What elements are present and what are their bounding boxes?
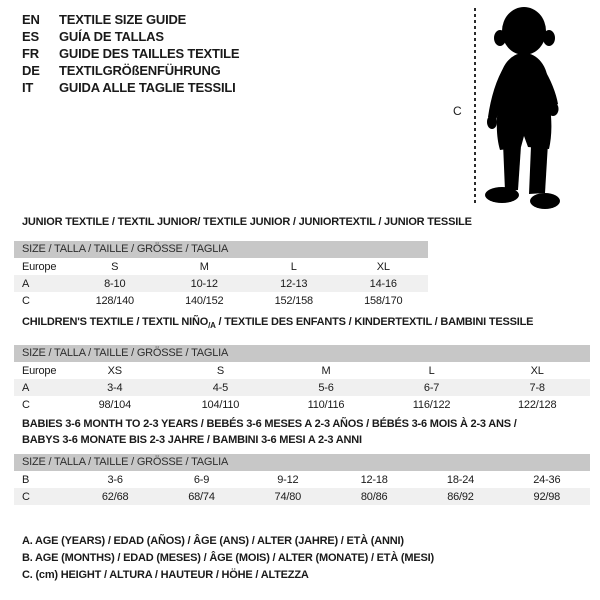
language-code: FR bbox=[22, 46, 39, 61]
size-cell: 5-6 bbox=[273, 379, 379, 396]
language-code: DE bbox=[22, 63, 40, 78]
size-cell: 92/98 bbox=[504, 488, 590, 505]
size-cell: 18-24 bbox=[446, 473, 475, 486]
language-title: GUIDE DES TAILLES TEXTILE bbox=[59, 46, 240, 61]
row-label: A bbox=[14, 379, 62, 396]
language-title: TEXTILE SIZE GUIDE bbox=[59, 12, 187, 27]
language-row-fr bbox=[22, 45, 239, 62]
size-cell: 128/140 bbox=[95, 294, 134, 307]
language-list bbox=[22, 11, 239, 96]
size-cell: XS bbox=[107, 364, 122, 377]
size-cell: 12-13 bbox=[249, 275, 339, 292]
size-cell: 80/86 bbox=[331, 488, 417, 505]
size-cell: 74/80 bbox=[245, 488, 331, 505]
row-label: B bbox=[22, 473, 30, 486]
size-cell: S bbox=[216, 364, 224, 377]
size-cell: 140/152 bbox=[185, 294, 224, 307]
size-cell: 98/104 bbox=[98, 398, 132, 411]
babies-size-grid bbox=[14, 471, 590, 505]
size-cell: 68/74 bbox=[158, 488, 244, 505]
size-cell: 122/128 bbox=[518, 398, 557, 411]
children-table-title bbox=[22, 316, 590, 332]
language-title: GUIDA ALLE TAGLIE TESSILI bbox=[59, 80, 236, 95]
table-row bbox=[14, 275, 428, 292]
language-code: IT bbox=[22, 80, 34, 95]
size-cell: 6-9 bbox=[193, 473, 210, 486]
footnote-b: B. AGE (MONTHS) / EDAD (MESES) / ÂGE (MOIS) / ALTER (MONATE) / ETÀ (MESI) bbox=[22, 552, 434, 564]
size-header-bar: SIZE / TALLA / TAILLE / GRÖSSE / TAGLIA bbox=[14, 345, 590, 362]
size-cell: 6-7 bbox=[379, 379, 485, 396]
junior-size-grid bbox=[14, 258, 428, 309]
size-cell: 62/68 bbox=[72, 488, 158, 505]
size-cell: 4-5 bbox=[168, 379, 274, 396]
row-label: A bbox=[14, 275, 70, 292]
language-code: ES bbox=[22, 29, 39, 44]
title-line-1: BABIES 3-6 MONTH TO 2-3 YEARS / BEBÉS 3-6 MESES A 2-3 AÑOS / BÉBÉS 3-6 MOIS À 2-3 ANS / bbox=[22, 418, 517, 430]
footnote-c: C. (cm) HEIGHT / ALTURA / HAUTEUR / HÖHE / ALTEZZA bbox=[22, 569, 309, 581]
row-label: C bbox=[22, 294, 30, 307]
size-cell: XL bbox=[530, 364, 544, 377]
table-row bbox=[14, 471, 590, 488]
row-label: C bbox=[14, 488, 72, 505]
height-dashed-line bbox=[474, 8, 476, 206]
size-cell: M bbox=[321, 364, 331, 377]
title-text: CHILDREN'S TEXTILE / TEXTIL NIÑO bbox=[22, 316, 209, 328]
language-row-es bbox=[22, 28, 239, 45]
footnotes bbox=[22, 533, 434, 584]
size-cell: 7-8 bbox=[484, 379, 590, 396]
title-text: / TEXTILE DES ENFANTS / KINDERTEXTIL / BAMBINI TESSILE bbox=[215, 316, 534, 328]
language-title: TEXTILGRÖßENFÜHRUNG bbox=[59, 63, 221, 78]
babies-table-title bbox=[22, 416, 590, 448]
footnote-a: A. AGE (YEARS) / EDAD (AÑOS) / ÂGE (ANS) / ALTER (JAHRE) / ETÀ (ANNI) bbox=[22, 535, 404, 547]
size-cell: 86/92 bbox=[417, 488, 503, 505]
size-cell: 24-36 bbox=[533, 473, 561, 486]
size-header-bar: SIZE / TALLA / TAILLE / GRÖSSE / TAGLIA bbox=[14, 241, 428, 258]
title-line-2: BABYS 3-6 MONATE BIS 2-3 JAHRE / BAMBINI 3-6 MESI A 2-3 ANNI bbox=[22, 434, 362, 446]
size-cell: 12-18 bbox=[360, 473, 388, 486]
children-size-grid bbox=[14, 362, 590, 413]
junior-size-table bbox=[14, 216, 472, 309]
table-row bbox=[14, 362, 590, 379]
table-row bbox=[14, 396, 590, 413]
language-row-it bbox=[22, 79, 239, 96]
size-cell: 110/116 bbox=[307, 398, 345, 411]
size-cell: 10-12 bbox=[160, 275, 250, 292]
size-cell: XL bbox=[376, 260, 390, 273]
language-code: EN bbox=[22, 12, 40, 27]
row-label: C bbox=[22, 398, 30, 411]
size-cell: 158/170 bbox=[364, 294, 403, 307]
row-label: Europe bbox=[22, 260, 57, 273]
size-cell: 152/158 bbox=[274, 294, 313, 307]
size-cell: 3-4 bbox=[62, 379, 168, 396]
size-cell: 9-12 bbox=[277, 473, 299, 486]
language-title: GUÍA DE TALLAS bbox=[59, 29, 164, 44]
size-cell: 116/122 bbox=[412, 398, 451, 411]
language-row-de bbox=[22, 62, 239, 79]
language-row-en bbox=[22, 11, 239, 28]
size-cell: L bbox=[428, 364, 435, 377]
table-row bbox=[14, 488, 590, 505]
table-row bbox=[14, 258, 428, 275]
size-cell: L bbox=[290, 260, 297, 273]
size-cell: 3-6 bbox=[107, 473, 123, 486]
title-subscript: /A bbox=[208, 321, 216, 331]
table-row bbox=[14, 292, 428, 309]
size-cell: M bbox=[199, 260, 209, 273]
toddler-silhouette-icon bbox=[483, 5, 568, 210]
size-cell: 104/110 bbox=[201, 398, 240, 411]
size-cell: 14-16 bbox=[339, 275, 429, 292]
row-label: Europe bbox=[22, 364, 57, 377]
junior-table-title: JUNIOR TEXTILE / TEXTIL JUNIOR/ TEXTILE JUNIOR / JUNIORTEXTIL / JUNIOR TESSILE bbox=[22, 216, 472, 228]
children-size-table bbox=[14, 316, 590, 413]
size-cell: 8-10 bbox=[70, 275, 160, 292]
table-row bbox=[14, 379, 590, 396]
babies-size-table bbox=[14, 416, 590, 505]
size-cell: S bbox=[111, 260, 119, 273]
height-measure-label: C bbox=[453, 104, 462, 118]
size-header-bar: SIZE / TALLA / TAILLE / GRÖSSE / TAGLIA bbox=[14, 454, 590, 471]
